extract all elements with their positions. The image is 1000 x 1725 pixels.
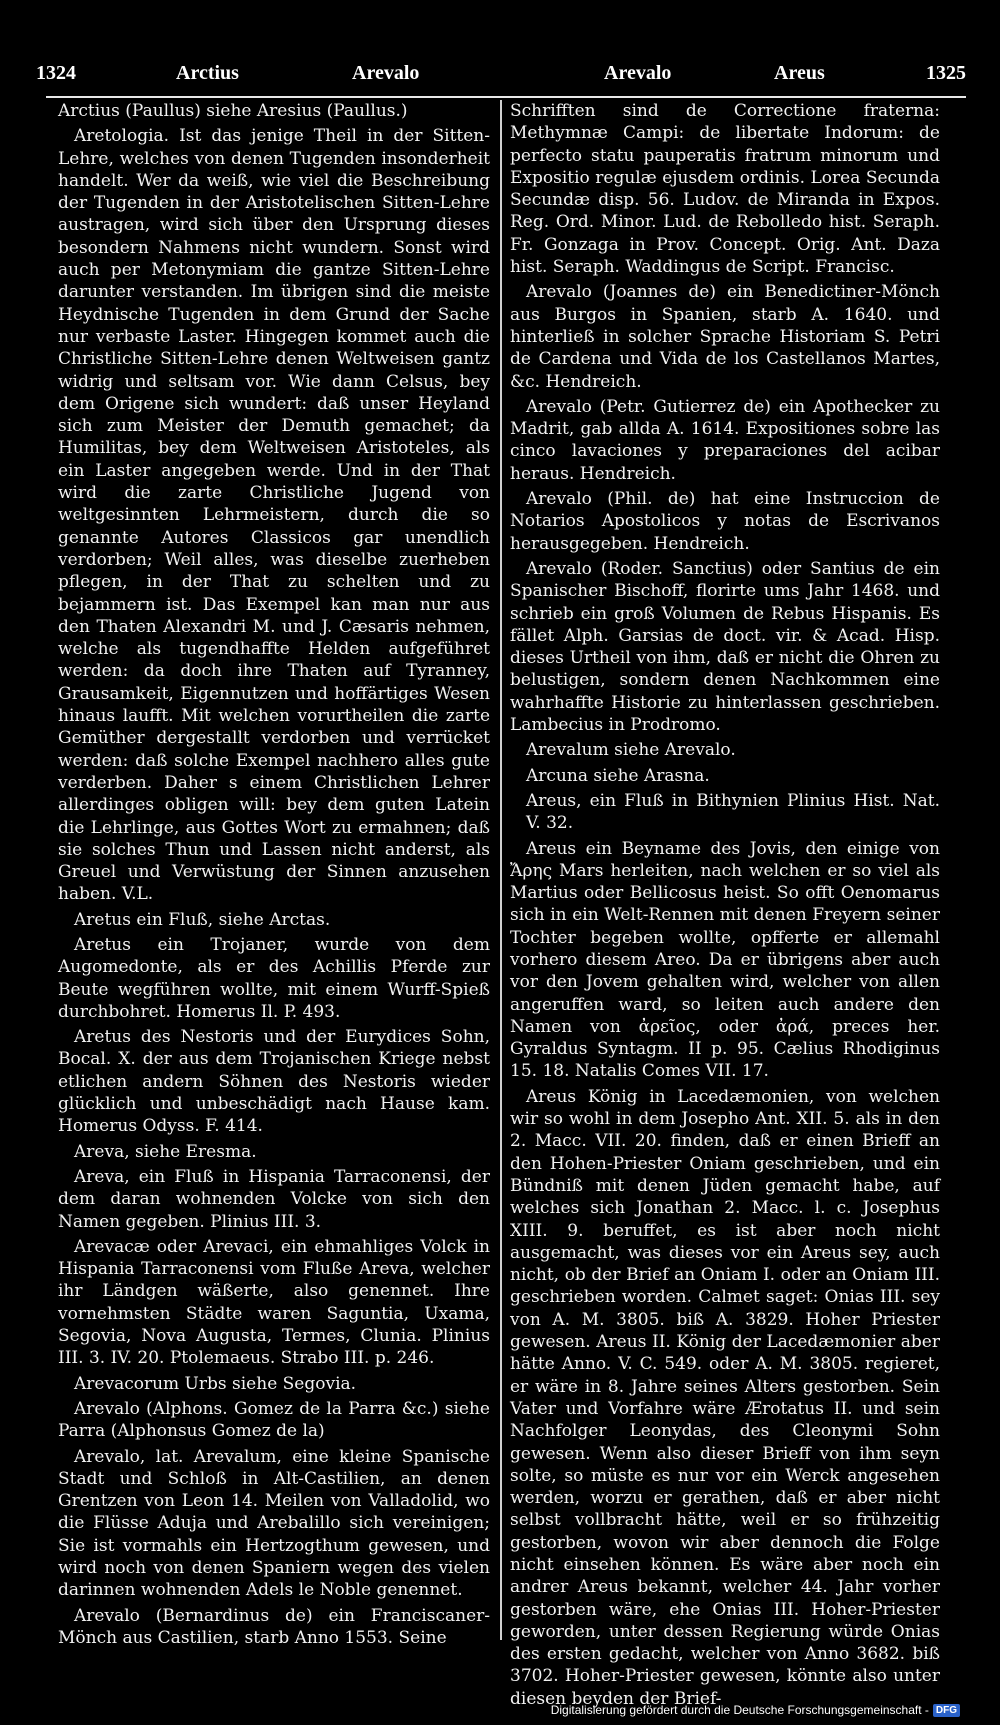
entry: Arevalo (Alphons. Gomez de la Parra &c.) siehe Parra (Alphonsus Gomez de la) [58, 1398, 490, 1442]
catchword-1: Arctius [176, 62, 239, 84]
page-number-right: 1325 [926, 62, 966, 84]
entry: Aretus ein Fluß, siehe Arctas. [74, 909, 331, 930]
entry: Arevalo (Petr. Gutierrez de) ein Apothecker zu Madrit, gab allda A. 1614. Expositiones sobre las cinco lavaciones y preparaciones del acibar heraus. Hendreich. [510, 396, 940, 484]
entry: Arevalo (Phil. de) hat eine Instruccion de Notarios Apostolicos y notas de Escrivanos herausgegeben. Hendreich. [510, 489, 940, 554]
entry: Arctius (Paullus) siehe Aresius (Paullus.) [58, 101, 408, 121]
entry: Arevalo (Joannes de) ein Benedictiner-Mönch aus Burgos in Spanien, starb A. 1640. und hinterließ in solcher Sprache Historiam S. Petri de Cardena und Vida de los Castellanos Martes, &c. Hendreich. [510, 282, 940, 392]
entry: Arevacorum Urbs siehe Segovia. [74, 1373, 357, 1394]
entry: Areus ein Beyname des Jovis, den einige von Ἄρης Mars herleiten, nach welchen er so viel als Martius oder Bellicosus heist. So offt Oenomarus sich in ein Welt-Rennen mit denen Freyern seiner Tochter begeben wollte, opfferte er allemahl vorhero diesem Areo. Da er übrigens aber auch vor den Jovem gehalten wird, welcher von allen angeruffen ward, so leiten auch andere den Namen von ἀρεῖος, oder ἀρά, preces her. Gyraldus Syntagm. II p. 95. Cælius Rhodiginus 15. 18. Natalis Comes VII. 17. [510, 838, 940, 1082]
header-rule [46, 96, 966, 98]
entry: Areva, siehe Eresma. [74, 1141, 257, 1162]
catchword-2: Arevalo [352, 62, 420, 84]
column-divider [500, 100, 502, 1640]
entry: Arevacæ oder Arevaci, ein ehmahliges Volck in Hispania Tarraconensi vom Fluße Areva, welcher ihr Ländgen wäßerte, also genennet. Ihre vornehmsten Städte waren Saguntia, Uxama, Segovia, Nova Augusta, Termes, Clunia. Plinius III. 3. IV. 20. Ptolemaeus. Strabo III. p. 246. [58, 1236, 490, 1369]
left-column [58, 100, 490, 1652]
entry: Arcuna siehe Arasna. [526, 765, 710, 786]
catchword-4: Areus [774, 62, 825, 84]
entry: Areus König in Lacedæmonien, von welchen wir so wohl in dem Josepho Ant. XII. 5. als in den 2. Macc. VII. 20. finden, daß er einen Brieff an den Hohen-Priester Oniam geschrieben, und ein Bündniß mit denen Jüden gemacht habe, auf welches sich Jonathan 2. Macc. l. c. Josephus XIII. 9. beruffet, es ist aber noch nicht ausgemacht, was dieses vor ein Areus sey, auch nicht, ob der Brief an Oniam I. oder an Oniam III. geschrieben worden. Calmet saget: Onias III. sey von A. M. 3805. biß A. 3829. Hoher Priester gewesen. Areus II. König der Lacedæmonier aber hätte Anno. V. C. 549. oder A. M. 3805. regieret, er wäre in 8. Jahre seines Alters gestorben. Sein Vater und Vorfahre wäre Ærotatus II. und sein Nachfolger Leonydas, des Cleonymi Sohn gewesen. Wenn also dieser Brieff von ihm seyn solte, so müste es nur vor ein Werck angesehen werden, worzu er gerathen, daß er aber nicht selbst vollbracht hätte, weil er so frühzeitig gestorben, wovon wir aber dennoch die Folge nicht einsehen können. Es wäre aber noch ein andrer Areus bekannt, welcher 44. Jahr vorher gestorben wäre, ehe Onias III. Hoher-Priester geworden, unter dessen Regierung würde Onias des ersten gedacht, welcher von Anno 3682. biß 3702. Hoher-Priester gewesen, könnte also unter diesen beyden der Brief- [510, 1086, 940, 1709]
dfg-logo: DFG [933, 1704, 960, 1717]
page-number-left: 1324 [36, 62, 76, 84]
funding-footer [551, 1701, 960, 1719]
entry: Areva, ein Fluß in Hispania Tarraconensi, der dem daran wohnenden Volcke von sich den Namen gegeben. Plinius III. 3. [58, 1166, 490, 1232]
catchword-3: Arevalo [604, 62, 672, 84]
entry: Arevalo (Bernardinus de) ein Franciscaner-Mönch aus Castilien, starb Anno 1553. Seine [58, 1605, 490, 1648]
footer-text: Digitalisierung gefördert durch die Deutsche Forschungsgemeinschaft - [550, 1703, 929, 1717]
right-column [510, 100, 940, 1713]
entry: Arevalum siehe Arevalo. [526, 740, 736, 761]
entry: Areus, ein Fluß in Bithynien Plinius Hist. Nat. V. 32. [526, 790, 940, 834]
entry: Aretus ein Trojaner, wurde von dem Augomedonte, als er des Achillis Pferde zur Beute wegführen wollte, mit einem Wurff-Spieß durchbohret. Homerus Il. P. 493. [58, 934, 490, 1022]
entry: Schrifften sind de Correctione fraterna: Methymnæ Campi: de libertate Indorum: de perfecto statu pauperatis fratrum minorum und Expositio regulæ ejusdem ordinis. Lorea Secunda Secundæ disp. 56. Ludov. de Miranda in Expos. Reg. Ord. Minor. Lud. de Rebolledo hist. Seraph. Fr. Gonzaga in Prov. Concept. Orig. Ant. Daza hist. Seraph. Waddingus de Script. Francisc. [510, 101, 940, 278]
entry: Arevalo (Roder. Sanctius) oder Santius de ein Spanischer Bischoff, florirte ums Jahr 1468. und schrieb ein groß Volumen de Rebus Hispanis. Es fället Alph. Garsias de doct. vir. & Acad. Hisp. dieses Urtheil von ihm, daß er nicht die Ohren zu belustigen, sondern denen Nachkommen eine wahrhaffte Historie zu hinterlassen geschrieben. Lambecius in Prodromo. [510, 558, 940, 736]
entry: Arevalo, lat. Arevalum, eine kleine Spanische Stadt und Schloß in Alt-Castilien, an denen Grentzen von Leon 14. Meilen von Valladolid, wo die Flüsse Aduja und Arebalillo sich vereinigen; Sie ist vormahls ein Hertzogthum gewesen, und wird noch von denen Spaniern wegen des vielen darinnen wohnenden Adels le Noble genennet. [58, 1446, 490, 1601]
entry: Aretologia. Ist das jenige Theil in der Sitten-Lehre, welches von denen Tugenden insonderheit handelt. Wer da weiß, wie viel die Beschreibung der Tugenden in der Aristotelischen Sitten-Lehre austragen, wird sich über den Ursprung dieses besondern Nahmens nicht wundern. Sonst wird auch per Metonymiam die gantze Sitten-Lehre darunter verstanden. Im übrigen sind die meiste Heydnische Tugenden in dem Grund der Sache nur verbaste Laster. Hingegen kommet auch die Christliche Sitten-Lehre denen Weltweisen gantz widrig und seltsam vor. Wie dann Celsus, bey dem Origene sich wundert: daß unser Heyland sich zum Meister der Demuth gemachet; da Humilitas, bey dem Weltweisen Aristoteles, als ein Laster angegeben werde. Und in der That wird die zarte Christliche Jugend von weltgesinnten Lehrmeistern, durch die so genannte Autores Classicos gar unendlich verdorben; Weil alles, was dieselbe zuerheben pflegen, in der That zu schelten und zu bejammern ist. Das Exempel kan man nur aus den Thaten Alexandri M. und J. Cæsaris nehmen, welche als tugendhaffte Helden aufgeführet werden: da doch ihre Thaten auf Tyranney, Grausamkeit, Eigennutzen und hoffärtiges Wesen hinaus laufft. Mit welchen vorurtheilen die zarte Gemüther dergestallt verdorben und verrücket werden: daß solche Exempel nachhero alles gute verderben. Daher s einem Christlichen Lehrer allerdinges obligen will: bey dem guten Latein die Lehrlinge, aus Gottes Wort zu ermahnen; daß sie solches Thun und Lassen nicht anderst, als Greuel und Verwüstung der Sinnen anzusehen haben. V.L. [58, 126, 490, 905]
running-header [36, 62, 966, 92]
entry: Aretus des Nestoris und der Eurydices Sohn, Bocal. X. der aus dem Trojanischen Kriege nebst etlichen andern Söhnen des Nestoris wieder glücklich und unbeschädigt nach Hause kam. Homerus Odyss. F. 414. [58, 1027, 490, 1137]
